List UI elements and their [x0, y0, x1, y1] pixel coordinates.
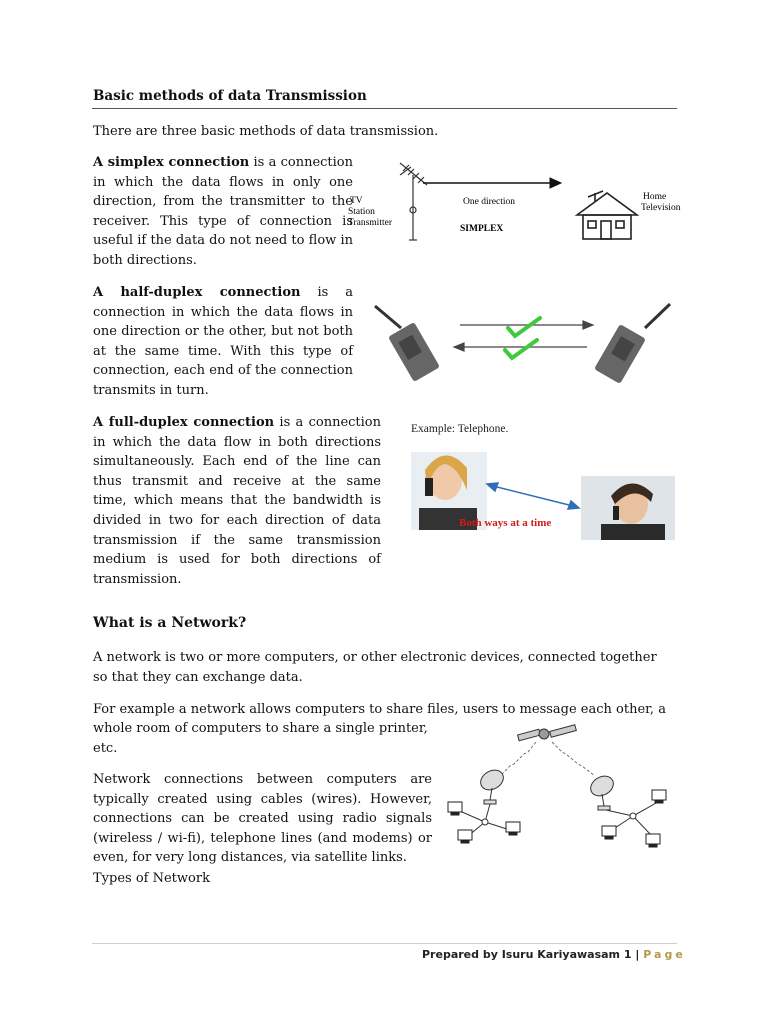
network-p2a: For example a network allows computers to share files, users to message each other, a	[93, 702, 666, 717]
satellite-network-diagram	[440, 718, 680, 863]
half-duplex-arrows	[454, 321, 593, 351]
simplex-figure	[345, 155, 690, 255]
network-p3: Network connections between computers are typically created using cables (wires). However, connections can be created using radio signals (wireless / wi-fi), telephone lines (and modems) or even, for very long distances, via satellite links.	[93, 772, 432, 866]
computer-icon	[602, 826, 616, 839]
footer-rule	[92, 943, 677, 944]
footer-prepared: Prepared by Isuru Kariyawasam	[422, 948, 621, 961]
half-duplex-term: A half-duplex connection	[93, 285, 301, 300]
simplex-label: SIMPLEX	[460, 224, 504, 234]
full-duplex-body: is a connection in which the data flow in both directions simultaneously. Each end of the line can thus transmit and receive at the same time, which means that the bandwidth is divided in two for each direction of data transmission if the same transmission medium is used for both directions of transmission.	[93, 415, 381, 587]
satellite-network-figure	[440, 718, 680, 863]
both-ways-label: Both ways at a time	[459, 517, 552, 529]
half-duplex-diagram	[365, 298, 680, 390]
footer-page-word: Page	[643, 948, 686, 961]
example-label: Example: Telephone.	[411, 423, 509, 435]
computer-icon	[506, 822, 520, 835]
computer-icon	[652, 790, 666, 803]
full-duplex-term: A full-duplex connection	[93, 415, 275, 430]
half-duplex-figure	[365, 298, 680, 390]
home-label-1: Home	[643, 192, 667, 202]
network-p2b: whole room of computers to share a single printer, etc.	[93, 721, 428, 756]
both-ways-arrow	[487, 483, 579, 509]
network-heading: What is a Network?	[93, 615, 247, 631]
antenna-icon	[400, 163, 427, 240]
simplex-diagram	[345, 155, 690, 255]
half-duplex-body: is a connection in which the data flows in one direction or the other, but not both at the same time. With this type of connection, each end of the connection transmits in turn.	[93, 285, 353, 398]
house-icon	[577, 191, 637, 239]
network-p1: A network is two or more computers, or other electronic devices, connected together so that they can exchange data.	[93, 650, 657, 685]
footer	[422, 948, 686, 961]
tv-label-2: Station	[348, 207, 375, 217]
radio-links	[500, 742, 595, 776]
tv-label-1: TV	[350, 196, 363, 206]
walkie-talkie-right-icon	[594, 304, 670, 384]
simplex-body: is a connection in which the data flows in only one direction, from the transmitter to the receiver. This type of connection is useful if the data do not need to flow in both directions.	[93, 155, 353, 268]
left-dish-icon	[477, 766, 507, 804]
check-icons	[505, 318, 540, 358]
footer-separator: |	[635, 948, 640, 961]
walkie-talkie-left-icon	[375, 306, 440, 382]
page-title: Basic methods of data Transmission	[93, 88, 367, 104]
one-direction-arrow	[423, 178, 561, 188]
intro-text: There are three basic methods of data transmission.	[93, 124, 439, 139]
heading-rule	[92, 108, 677, 109]
computer-icon	[646, 834, 660, 847]
right-dish-icon	[587, 772, 617, 810]
man-phone-photo	[581, 476, 675, 540]
simplex-term: A simplex connection	[93, 155, 250, 170]
network-p4: Types of Network	[93, 871, 210, 886]
tv-label-3: Transmitter	[348, 218, 392, 228]
satellite-icon	[518, 725, 577, 741]
full-duplex-figure	[405, 420, 680, 545]
half-duplex-paragraph	[93, 283, 353, 401]
direction-label: One direction	[463, 197, 515, 207]
footer-page-number: 1	[623, 948, 632, 961]
computer-icon	[458, 830, 472, 843]
computer-icon	[448, 802, 462, 815]
full-duplex-paragraph	[93, 413, 381, 589]
home-label-2: Television	[641, 203, 681, 213]
simplex-paragraph	[93, 153, 353, 271]
